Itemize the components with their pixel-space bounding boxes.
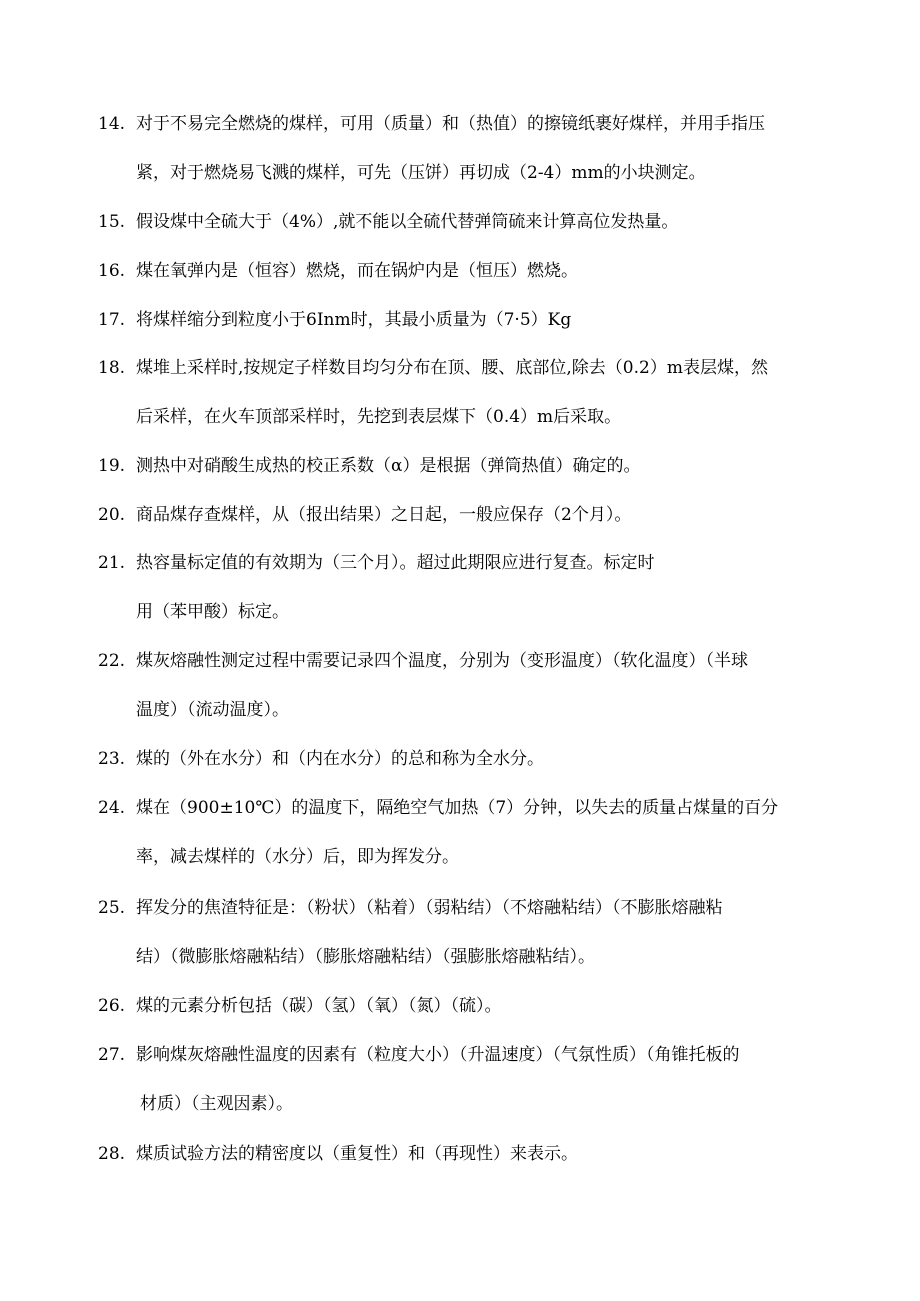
question-22 [98,637,838,735]
question-16 [98,247,838,296]
item-text-line: 煤在（900±10℃）的温度下，隔绝空气加热（7）分钟，以失去的质量占煤量的百分 [136,798,779,818]
question-18 [98,344,838,442]
item-text-line: 材质）（主观因素）。 [140,1094,293,1114]
item-number: 16. [98,261,126,281]
question-14 [98,100,838,198]
question-23 [98,735,838,784]
item-text-line: 将煤样缩分到粒度小于6Inm时，其最小质量为（7·5）Kg [136,310,572,330]
item-number: 27. [98,1045,126,1065]
item-number: 23. [98,749,126,769]
item-number: 14. [98,114,126,134]
item-text-line: 煤的元素分析包括（碳）（氢）（氧）（氮）（硫）。 [136,996,502,1016]
item-text-line: 煤灰熔融性测定过程中需要记录四个温度，分别为（变形温度）（软化温度）（半球 [136,651,748,671]
question-28 [98,1130,838,1179]
item-number: 28. [98,1144,126,1164]
item-number: 17. [98,310,126,330]
item-text-line: 煤的（外在水分）和（内在水分）的总和称为全水分。 [136,749,544,769]
question-25 [98,884,838,982]
item-text-line: 测热中对硝酸生成热的校正系数（α）是根据（弹筒热值）确定的。 [136,456,641,476]
item-text-line: 商品煤存查煤样，从（报出结果）之日起，一般应保存（2个月）。 [136,505,632,525]
item-text-line: 结）（微膨胀熔融粘结）（膨胀熔融粘结）（强膨胀熔融粘结）。 [136,947,595,967]
item-text-line: 煤在氧弹内是（恒容）燃烧，而在锅炉内是（恒压）燃烧。 [136,261,578,281]
item-text-line: 影响煤灰熔融性温度的因素有（粒度大小）（升温速度）（气氛性质）（角锥托板的 [136,1045,740,1065]
item-number: 21. [98,553,126,573]
item-number: 15. [98,212,126,232]
question-15 [98,198,838,247]
item-text-line: 煤堆上采样时,按规定子样数目均匀分布在顶、腰、底部位,除去（0.2）m表层煤，然 [136,358,768,378]
item-text-line: 挥发分的焦渣特征是：（粉状）（粘着）（弱粘结）（不熔融粘结）（不膨胀熔融粘 [136,898,723,918]
item-number: 22. [98,651,126,671]
question-17 [98,296,838,345]
item-text-line: 温度）（流动温度）。 [136,700,289,720]
item-text-line: 假设煤中全硫大于（4%）,就不能以全硫代替弹筒硫来计算高位发热量。 [136,212,679,232]
item-number: 20. [98,505,126,525]
item-text-line: 热容量标定值的有效期为（三个月）。超过此期限应进行复查。标定时 [136,553,655,573]
question-27 [98,1031,838,1129]
item-number: 18. [98,358,126,378]
question-21 [98,539,838,637]
item-text-line: 煤质试验方法的精密度以（重复性）和（再现性）来表示。 [136,1144,578,1164]
question-24 [98,784,838,882]
item-text-line: 用（苯甲酸）标定。 [136,602,289,622]
item-text-line: 后采样，在火车顶部采样时，先挖到表层煤下（0.4）m后采取。 [136,407,622,427]
item-number: 24. [98,798,126,818]
item-number: 25. [98,898,126,918]
item-number: 19. [98,456,126,476]
question-20 [98,491,838,540]
item-text-line: 紧，对于燃烧易飞溅的煤样，可先（压饼）再切成（2-4）mm的小块测定。 [136,163,706,183]
question-26 [98,982,838,1031]
question-19 [98,442,838,491]
item-text-line: 率，减去煤样的（水分）后，即为挥发分。 [136,847,459,867]
item-number: 26. [98,996,126,1016]
item-text-line: 对于不易完全燃烧的煤样，可用（质量）和（热值）的擦镜纸裹好煤样，并用手指压 [136,114,765,134]
